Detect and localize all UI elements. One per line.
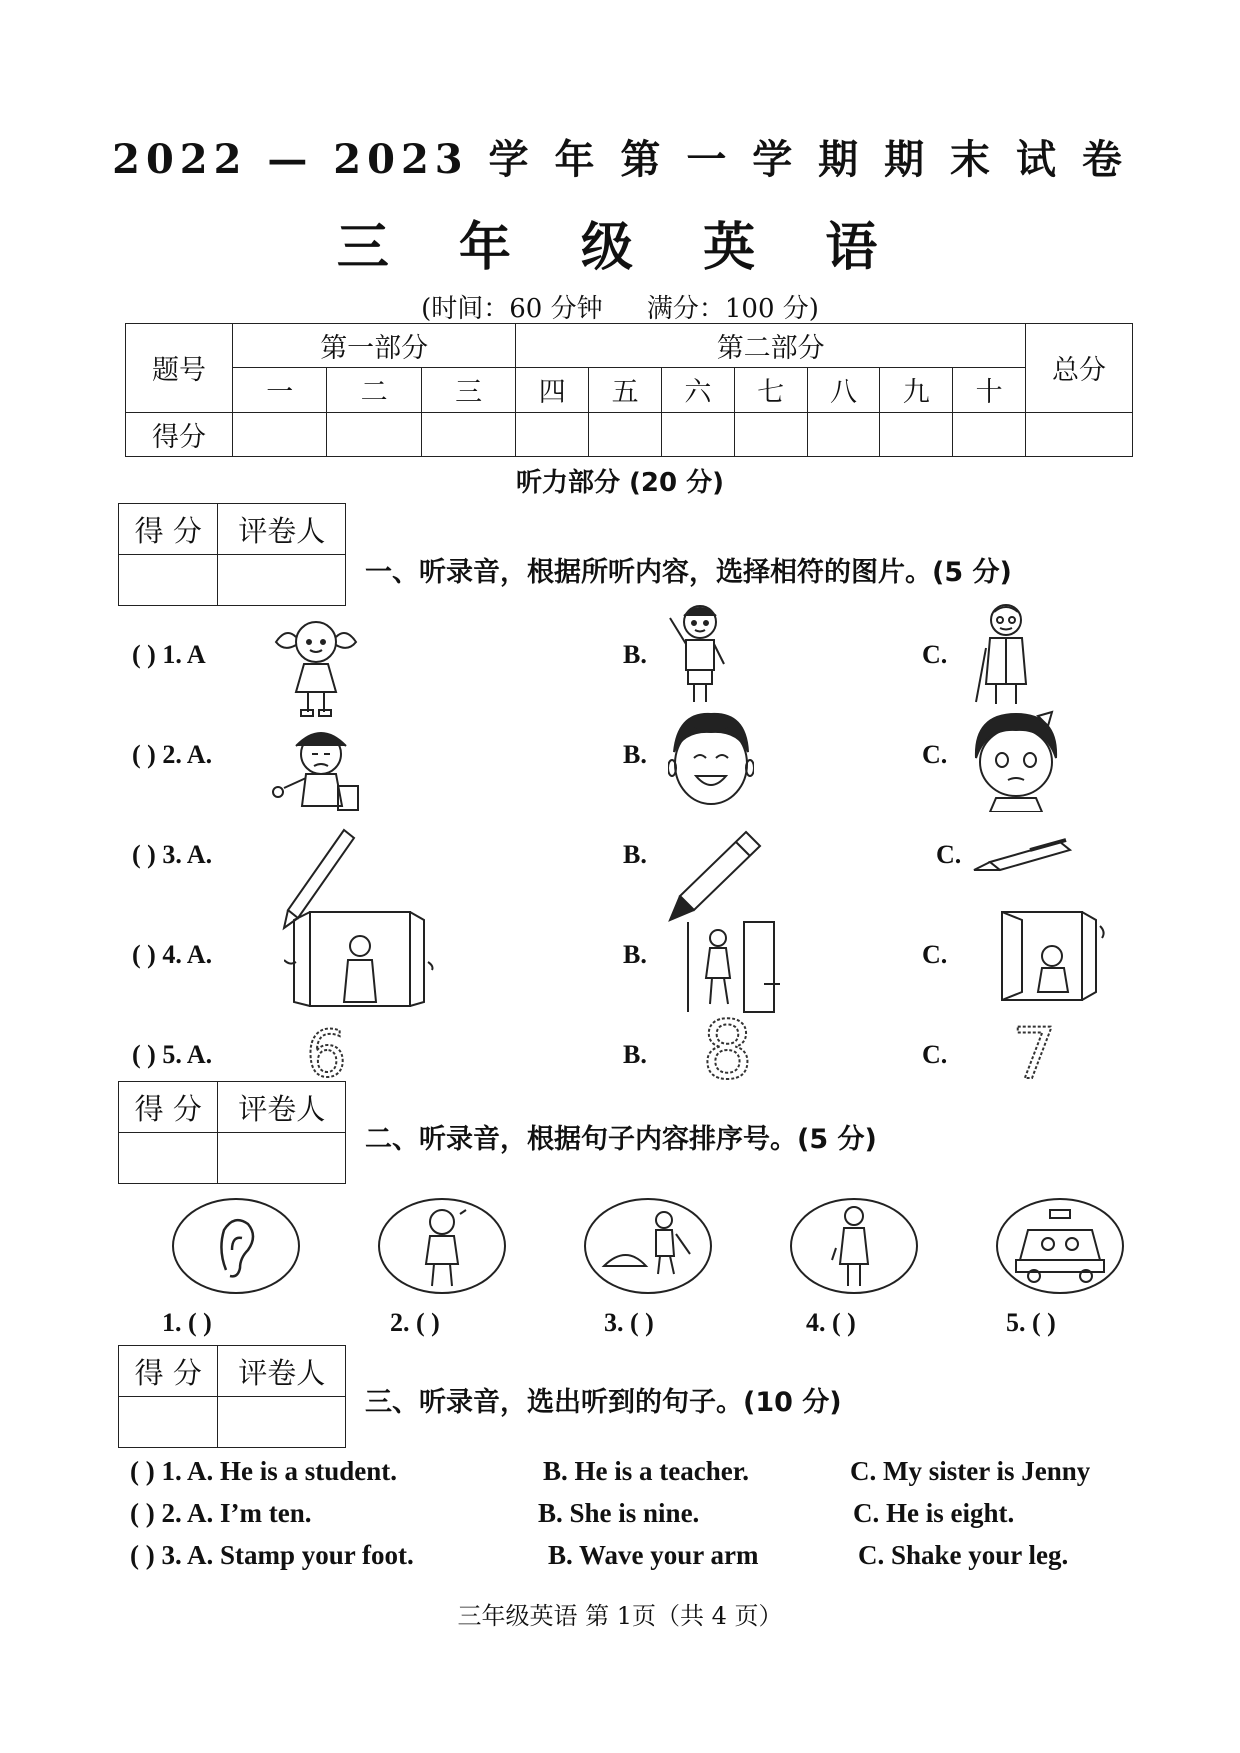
listening-section-heading: 听力部分 (20 分) (515, 468, 725, 498)
open-window-icon (284, 906, 434, 1012)
picture-circle-4 (790, 1198, 918, 1294)
q1-item5-c: C. (922, 1040, 948, 1069)
grader-reviewer-label: 评卷人 (218, 504, 346, 555)
q1-item4-label: ( ) 4. A. (132, 940, 213, 969)
q2-order-3[interactable]: 3. ( ) (604, 1308, 654, 1337)
girl-crying-face-icon (966, 708, 1066, 812)
grader-box-3 (118, 1345, 346, 1448)
score-table-col: 十 (953, 368, 1026, 412)
score-cell[interactable] (327, 412, 421, 456)
boy-tired-icon (380, 1200, 504, 1292)
score-table-col: 一 (233, 368, 327, 412)
score-cell[interactable] (233, 412, 327, 456)
grader-reviewer-label: 评卷人 (218, 1082, 346, 1133)
number-six-icon (296, 1018, 376, 1082)
page-footer: 三年级英语 第 1页（共 4 页） (457, 1602, 783, 1630)
q3-item1-a: ( ) 1. A. He is a student. (130, 1456, 398, 1486)
score-table-col: 六 (661, 368, 734, 412)
question-2-title: 二、听录音，根据句子内容排序号。(5 分) (365, 1124, 877, 1155)
score-cell[interactable] (807, 412, 880, 456)
question-1-title: 一、听录音，根据所听内容，选择相符的图片。(5 分) (365, 557, 1012, 588)
q1-item4-b: B. (623, 940, 647, 969)
q1-item4-c: C. (922, 940, 948, 969)
old-man-icon (966, 598, 1046, 710)
grader-score-cell[interactable] (119, 1133, 218, 1184)
score-table-total: 总分 (1026, 324, 1133, 413)
grader-score-cell[interactable] (119, 555, 218, 606)
score-cell[interactable] (589, 412, 662, 456)
grader-reviewer-cell[interactable] (218, 1397, 346, 1448)
score-table-score-label: 得分 (126, 412, 233, 456)
question-3-title: 三、听录音，选出听到的句子。(10 分) (365, 1387, 842, 1418)
girl-door-icon (684, 918, 794, 1014)
exam-time: (时间：60 分钟 (421, 294, 603, 324)
grader-score-label: 得 分 (119, 504, 218, 555)
q1-item3-c: C. (936, 840, 962, 869)
girl-pigtails-icon (266, 612, 366, 718)
exam-info (0, 288, 1240, 325)
score-table-col: 九 (880, 368, 953, 412)
svg-text:7: 7 (1012, 1018, 1057, 1084)
picture-circle-5 (996, 1198, 1124, 1294)
exam-title: 2022 — 2023 学 年 第 一 学 期 期 末 试 卷 (112, 136, 1128, 183)
q1-item1-c: C. (922, 640, 948, 669)
picture-circle-2 (378, 1198, 506, 1294)
man-shoveling-icon (586, 1200, 710, 1292)
q3-item1-b: B. He is a teacher. (543, 1456, 749, 1486)
score-cell-total[interactable] (1026, 412, 1133, 456)
score-table (125, 323, 1133, 457)
crayon-icon (666, 826, 766, 926)
score-cell[interactable] (516, 412, 589, 456)
q3-item2-c: C. He is eight. (853, 1498, 1015, 1528)
q3-item2-b: B. She is nine. (538, 1498, 700, 1528)
score-cell[interactable] (953, 412, 1026, 456)
score-table-col: 三 (421, 368, 515, 412)
score-table-part1: 第一部分 (233, 324, 516, 368)
boy-happy-face-icon (668, 712, 754, 816)
score-cell[interactable] (421, 412, 515, 456)
score-cell[interactable] (734, 412, 807, 456)
grader-box-1 (118, 503, 346, 606)
q1-item1-b: B. (623, 640, 647, 669)
score-table-col: 二 (327, 368, 421, 412)
q2-order-4[interactable]: 4. ( ) (806, 1308, 856, 1337)
q2-order-2[interactable]: 2. ( ) (390, 1308, 440, 1337)
score-table-col: 五 (589, 368, 662, 412)
number-seven-icon (1002, 1018, 1092, 1084)
q1-item5-label: ( ) 5. A. (132, 1040, 213, 1069)
boy-waving-icon (660, 598, 740, 708)
grader-score-cell[interactable] (119, 1397, 218, 1448)
exam-full-score: 满分：100 分) (646, 294, 819, 324)
q3-item3-a: ( ) 3. A. Stamp your foot. (130, 1540, 414, 1570)
picture-circle-3 (584, 1198, 712, 1294)
q3-item3-c: C. Shake your leg. (858, 1540, 1069, 1570)
q1-item2-label: ( ) 2. A. (132, 740, 213, 769)
number-eight-icon (692, 1004, 772, 1084)
svg-text:8: 8 (702, 1004, 753, 1084)
score-table-col: 七 (734, 368, 807, 412)
grader-box-2 (118, 1081, 346, 1184)
score-table-col: 八 (807, 368, 880, 412)
grader-score-label: 得 分 (119, 1082, 218, 1133)
score-cell[interactable] (880, 412, 953, 456)
boy-sad-icon (266, 716, 376, 820)
q2-order-5[interactable]: 5. ( ) (1006, 1308, 1056, 1337)
grader-reviewer-cell[interactable] (218, 1133, 346, 1184)
grader-score-label: 得 分 (119, 1346, 218, 1397)
taxi-icon (998, 1200, 1122, 1292)
q1-item3-b: B. (623, 840, 647, 869)
q1-item2-c: C. (922, 740, 948, 769)
score-table-col: 四 (516, 368, 589, 412)
close-door-icon (992, 906, 1112, 1006)
score-cell[interactable] (661, 412, 734, 456)
picture-circle-1 (172, 1198, 300, 1294)
pen-icon (970, 832, 1080, 882)
q1-item1-label: ( ) 1. A (132, 640, 206, 669)
q3-item3-b: B. Wave your arm (548, 1540, 759, 1570)
q1-item3-label: ( ) 3. A. (132, 840, 213, 869)
ear-icon (174, 1200, 298, 1292)
score-table-part2: 第二部分 (516, 324, 1026, 368)
q3-item1-c: C. My sister is Jenny (850, 1456, 1091, 1486)
exam-subject: 三 年 级 英 语 (336, 217, 904, 278)
q1-item2-b: B. (623, 740, 647, 769)
grader-reviewer-cell[interactable] (218, 555, 346, 606)
grader-reviewer-label: 评卷人 (218, 1346, 346, 1397)
q3-item2-a: ( ) 2. A. I’m ten. (130, 1498, 312, 1528)
woman-cooking-icon (792, 1200, 916, 1292)
score-table-number-label: 题号 (126, 324, 233, 413)
q1-item5-b: B. (623, 1040, 647, 1069)
svg-text:6: 6 (306, 1018, 347, 1082)
q2-order-1[interactable]: 1. ( ) (162, 1308, 212, 1337)
